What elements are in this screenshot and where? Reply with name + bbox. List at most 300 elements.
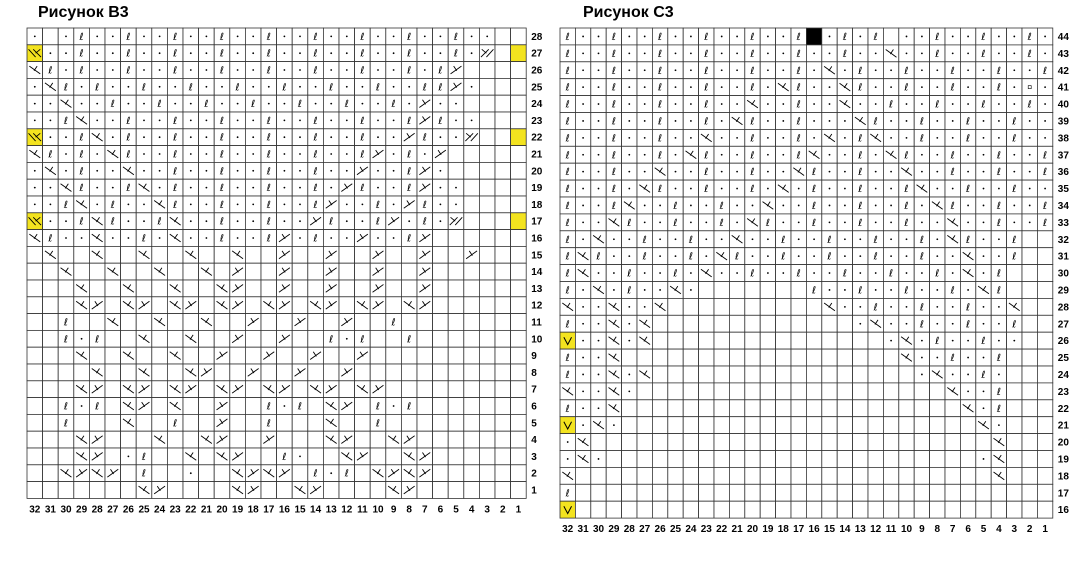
grid-cell (683, 366, 698, 383)
purl-dot (906, 137, 908, 139)
grid-cell (745, 315, 760, 332)
grid-cell (776, 400, 791, 417)
twisted-stitch-symbol: ℓ (812, 285, 817, 297)
grid-cell (464, 364, 480, 381)
grid-cell (837, 349, 852, 366)
grid-cell (152, 414, 168, 431)
grid-cell (668, 298, 683, 315)
grid-cell (323, 347, 339, 364)
grid-cell (355, 482, 371, 499)
purl-dot (598, 357, 600, 359)
purl-dot (767, 154, 769, 156)
purl-dot (190, 187, 192, 189)
grid-cell (386, 246, 402, 263)
twisted-stitch-symbol: ℓ (981, 336, 986, 348)
grid-cell (622, 400, 637, 417)
grid-cell (1007, 434, 1022, 451)
twisted-stitch-symbol: ℓ (904, 217, 909, 229)
purl-dot (393, 52, 395, 54)
purl-dot (206, 69, 208, 71)
purl-dot (952, 36, 954, 38)
purl-dot (471, 36, 473, 38)
grid-cell (89, 263, 105, 280)
purl-dot (844, 137, 846, 139)
twisted-stitch-symbol: ℓ (438, 82, 443, 94)
grid-cell (699, 434, 714, 451)
purl-dot (829, 205, 831, 207)
grid-cell (479, 179, 495, 196)
purl-dot (330, 153, 332, 155)
grid-cell (637, 383, 652, 400)
purl-dot (598, 137, 600, 139)
grid-cell (245, 263, 261, 280)
row-number: 24 (1057, 369, 1069, 381)
grid-cell (560, 332, 575, 349)
purl-dot (890, 86, 892, 88)
twisted-stitch-symbol: ℓ (704, 184, 709, 196)
grid-cell (448, 314, 464, 331)
grid-cell (729, 417, 744, 434)
purl-dot (736, 188, 738, 190)
grid-cell (837, 417, 852, 434)
grid-cell (760, 417, 775, 434)
purl-dot (890, 323, 892, 325)
purl-dot (736, 154, 738, 156)
grid-cell (714, 417, 729, 434)
twisted-stitch-symbol: ℓ (126, 132, 131, 144)
twisted-stitch-symbol: ℓ (796, 82, 801, 94)
purl-dot (190, 36, 192, 38)
grid-cell (883, 400, 898, 417)
purl-dot (34, 103, 36, 105)
grid-cell (339, 347, 355, 364)
twisted-stitch-symbol: ℓ (219, 48, 225, 60)
grid-cell (27, 414, 43, 431)
purl-dot (346, 220, 348, 222)
purl-dot (690, 69, 692, 71)
grid-cell (1022, 298, 1037, 315)
twisted-stitch-symbol: ℓ (141, 468, 147, 480)
purl-dot (252, 220, 254, 222)
grid-cell (1007, 400, 1022, 417)
purl-dot (921, 272, 923, 274)
grid-cell (745, 451, 760, 468)
twisted-stitch-symbol: ℓ (141, 451, 147, 463)
purl-dot (237, 52, 239, 54)
grid-cell (339, 482, 355, 499)
grid-cell (105, 431, 121, 448)
purl-dot (237, 153, 239, 155)
grid-cell (637, 484, 652, 501)
grid-cell (853, 501, 868, 518)
column-number: 13 (854, 524, 866, 536)
grid-cell (1022, 265, 1037, 282)
column-number: 7 (949, 524, 956, 536)
grid-cell (479, 112, 495, 129)
grid-cell (448, 330, 464, 347)
grid-cell (668, 400, 683, 417)
purl-dot (782, 36, 784, 38)
row-number: 32 (1057, 234, 1069, 246)
twisted-stitch-symbol: ℓ (935, 268, 940, 280)
grid-cell (183, 414, 199, 431)
row-number: 15 (531, 250, 543, 262)
twisted-stitch-symbol: ℓ (407, 149, 412, 161)
twisted-stitch-symbol: ℓ (642, 251, 647, 263)
twisted-stitch-symbol: ℓ (796, 65, 801, 77)
purl-dot (628, 238, 630, 240)
grid-cell (683, 349, 698, 366)
grid-cell (479, 263, 495, 280)
twisted-stitch-symbol: ℓ (141, 82, 147, 94)
row-number: 35 (1057, 184, 1069, 196)
twisted-stitch-symbol: ℓ (63, 401, 69, 413)
purl-dot (112, 52, 114, 54)
purl-dot (455, 204, 457, 206)
purl-dot (967, 103, 969, 105)
grid-cell (167, 330, 183, 347)
grid-cell (495, 347, 511, 364)
grid-cell (167, 448, 183, 465)
purl-dot (829, 154, 831, 156)
purl-dot (252, 69, 254, 71)
grid-cell (58, 381, 74, 398)
chart-c3-grid (560, 28, 1053, 518)
twisted-stitch-symbol: ℓ (750, 133, 755, 145)
purl-dot (190, 220, 192, 222)
purl-dot (408, 103, 410, 105)
grid-cell (27, 246, 43, 263)
twisted-stitch-symbol: ℓ (219, 115, 225, 127)
purl-dot (377, 120, 379, 122)
row-number: 24 (531, 99, 543, 111)
grid-cell (479, 482, 495, 499)
purl-dot (705, 221, 707, 223)
grid-cell (152, 280, 168, 297)
grid-cell (167, 263, 183, 280)
purl-dot (875, 188, 877, 190)
twisted-stitch-symbol: ℓ (1043, 200, 1048, 212)
purl-dot (644, 306, 646, 308)
purl-dot (598, 154, 600, 156)
grid-cell (43, 347, 59, 364)
purl-dot (582, 238, 584, 240)
grid-cell (479, 414, 495, 431)
purl-dot (96, 103, 98, 105)
grid-cell (806, 383, 821, 400)
purl-dot (582, 390, 584, 392)
purl-dot (906, 255, 908, 257)
twisted-stitch-symbol: ℓ (173, 149, 178, 161)
grid-cell (683, 417, 698, 434)
purl-dot (675, 86, 677, 88)
grid-cell (883, 484, 898, 501)
grid-cell (729, 400, 744, 417)
purl-dot (81, 103, 83, 105)
grid-cell (760, 298, 775, 315)
twisted-stitch-symbol: ℓ (704, 116, 709, 128)
purl-dot (127, 86, 129, 88)
purl-dot (159, 120, 161, 122)
grid-cell (976, 501, 991, 518)
grid-cell (433, 381, 449, 398)
twisted-stitch-symbol: ℓ (360, 149, 365, 161)
grid-cell (479, 95, 495, 112)
purl-dot (362, 103, 364, 105)
purl-dot (582, 340, 584, 342)
purl-dot (752, 238, 754, 240)
purl-dot (284, 170, 286, 172)
purl-dot (767, 188, 769, 190)
grid-cell (714, 383, 729, 400)
grid-cell (230, 347, 246, 364)
row-number: 8 (531, 367, 537, 379)
twisted-stitch-symbol: ℓ (827, 234, 832, 246)
purl-dot (284, 52, 286, 54)
purl-dot (998, 374, 1000, 376)
twisted-stitch-symbol: ℓ (1043, 167, 1048, 179)
grid-cell (822, 400, 837, 417)
grid-cell (230, 314, 246, 331)
purl-dot (582, 69, 584, 71)
twisted-stitch-symbol: ℓ (219, 183, 225, 195)
grid-cell (883, 28, 898, 45)
purl-dot (598, 69, 600, 71)
grid-cell (308, 246, 324, 263)
purl-dot (983, 69, 985, 71)
grid-cell (714, 366, 729, 383)
grid-cell (433, 364, 449, 381)
grid-cell (591, 501, 606, 518)
purl-dot (206, 204, 208, 206)
grid-cell (791, 467, 806, 484)
grid-cell (945, 501, 960, 518)
grid-cell (292, 297, 308, 314)
grid-cell (277, 347, 293, 364)
column-number: 25 (669, 524, 682, 536)
grid-cell (745, 467, 760, 484)
purl-dot (813, 255, 815, 257)
purl-dot (65, 153, 67, 155)
grid-cell (745, 383, 760, 400)
purl-dot (659, 205, 661, 207)
purl-dot (330, 69, 332, 71)
purl-dot (567, 441, 569, 443)
grid-cell (822, 366, 837, 383)
purl-dot (967, 340, 969, 342)
grid-cell (668, 383, 683, 400)
grid-cell (433, 448, 449, 465)
twisted-stitch-symbol: ℓ (565, 319, 570, 331)
purl-dot (127, 456, 129, 458)
twisted-stitch-symbol: ℓ (796, 133, 801, 145)
purl-dot (237, 237, 239, 239)
purl-dot (875, 154, 877, 156)
row-number: 25 (1057, 353, 1069, 365)
grid-cell (1007, 383, 1022, 400)
purl-dot (377, 136, 379, 138)
grid-cell (43, 431, 59, 448)
grid-cell (622, 501, 637, 518)
purl-dot (598, 306, 600, 308)
column-number: 4 (468, 504, 475, 516)
purl-dot (299, 170, 301, 172)
twisted-stitch-symbol: ℓ (1027, 48, 1032, 60)
grid-cell (930, 400, 945, 417)
grid-cell (837, 332, 852, 349)
grid-cell (806, 298, 821, 315)
twisted-stitch-symbol: ℓ (1012, 116, 1017, 128)
purl-dot (921, 289, 923, 291)
twisted-stitch-symbol: ℓ (79, 31, 84, 43)
grid-cell (1037, 231, 1052, 248)
purl-dot (471, 86, 473, 88)
grid-cell (464, 414, 480, 431)
purl-dot (767, 52, 769, 54)
twisted-stitch-symbol: ℓ (812, 200, 817, 212)
grid-cell (899, 501, 914, 518)
twisted-stitch-symbol: ℓ (360, 65, 365, 77)
row-number: 21 (1057, 420, 1069, 432)
twisted-stitch-symbol: ℓ (565, 234, 570, 246)
grid-cell (152, 381, 168, 398)
twisted-stitch-symbol: ℓ (966, 302, 971, 314)
column-number: 18 (777, 524, 789, 536)
grid-cell (495, 414, 511, 431)
twisted-stitch-symbol: ℓ (873, 302, 878, 314)
grid-cell (868, 501, 883, 518)
purl-dot (486, 36, 488, 38)
purl-dot (936, 137, 938, 139)
purl-dot (159, 187, 161, 189)
twisted-stitch-symbol: ℓ (375, 82, 381, 94)
twisted-stitch-symbol: ℓ (453, 31, 459, 43)
purl-dot (798, 221, 800, 223)
grid-cell (822, 484, 837, 501)
grid-cell (760, 282, 775, 299)
purl-dot (1029, 205, 1031, 207)
grid-cell (495, 95, 511, 112)
purl-dot (174, 86, 176, 88)
column-number: 16 (278, 504, 290, 516)
grid-cell (183, 398, 199, 415)
grid-cell (370, 330, 386, 347)
twisted-stitch-symbol: ℓ (63, 317, 69, 329)
grid-cell (1022, 315, 1037, 332)
purl-dot (424, 36, 426, 38)
grid-cell (806, 467, 821, 484)
grid-cell (668, 366, 683, 383)
twisted-stitch-symbol: ℓ (904, 82, 909, 94)
twisted-stitch-symbol: ℓ (79, 149, 84, 161)
grid-cell (899, 451, 914, 468)
grid-cell (261, 314, 277, 331)
twisted-stitch-symbol: ℓ (313, 149, 318, 161)
grid-cell (868, 451, 883, 468)
purl-dot (330, 136, 332, 138)
purl-dot (875, 272, 877, 274)
grid-cell (637, 400, 652, 417)
purl-dot (96, 204, 98, 206)
grid-cell (495, 28, 511, 45)
grid-cell (479, 146, 495, 163)
twisted-stitch-symbol: ℓ (565, 99, 570, 111)
grid-cell (43, 314, 59, 331)
purl-dot (890, 69, 892, 71)
purl-dot (50, 120, 52, 122)
grid-cell (868, 434, 883, 451)
grid-cell (637, 501, 652, 518)
grid-cell (433, 280, 449, 297)
twisted-stitch-symbol: ℓ (750, 82, 755, 94)
purl-dot (644, 205, 646, 207)
purl-dot (736, 171, 738, 173)
purl-dot (767, 36, 769, 38)
grid-cell (511, 45, 527, 62)
twisted-stitch-symbol: ℓ (842, 48, 847, 60)
twisted-stitch-symbol: ℓ (173, 199, 178, 211)
purl-dot (582, 407, 584, 409)
grid-cell (308, 263, 324, 280)
purl-dot (1044, 103, 1046, 105)
purl-dot (936, 255, 938, 257)
grid-cell (370, 347, 386, 364)
purl-dot (237, 36, 239, 38)
purl-dot (690, 289, 692, 291)
twisted-stitch-symbol: ℓ (658, 82, 663, 94)
twisted-stitch-symbol: ℓ (438, 65, 443, 77)
grid-cell (214, 465, 230, 482)
grid-cell (433, 230, 449, 247)
purl-dot (659, 255, 661, 257)
twisted-stitch-symbol: ℓ (658, 99, 663, 111)
twisted-stitch-symbol: ℓ (375, 401, 381, 413)
column-number: 10 (372, 504, 384, 516)
grid-cell (914, 434, 929, 451)
purl-dot (675, 69, 677, 71)
column-number: 25 (138, 504, 150, 516)
grid-cell (199, 246, 215, 263)
twisted-stitch-symbol: ℓ (627, 268, 632, 280)
grid-cell (448, 213, 464, 230)
grid-cell (27, 263, 43, 280)
purl-dot (628, 86, 630, 88)
purl-dot (952, 255, 954, 257)
purl-dot (736, 103, 738, 105)
twisted-stitch-symbol: ℓ (1027, 31, 1032, 43)
twisted-stitch-symbol: ℓ (391, 99, 396, 111)
twisted-stitch-symbol: ℓ (858, 184, 863, 196)
grid-cell (511, 398, 527, 415)
twisted-stitch-symbol: ℓ (981, 31, 986, 43)
twisted-stitch-symbol: ℓ (981, 99, 986, 111)
grid-cell (464, 179, 480, 196)
grid-cell (495, 465, 511, 482)
grid-cell (683, 501, 698, 518)
twisted-stitch-symbol: ℓ (796, 116, 801, 128)
twisted-stitch-symbol: ℓ (719, 217, 724, 229)
twisted-stitch-symbol: ℓ (407, 334, 412, 346)
row-number: 26 (1057, 336, 1069, 348)
purl-dot (346, 237, 348, 239)
grid-cell (479, 347, 495, 364)
grid-cell (277, 314, 293, 331)
purl-dot (690, 188, 692, 190)
purl-dot (829, 171, 831, 173)
purl-dot (844, 221, 846, 223)
purl-dot (206, 170, 208, 172)
grid-cell (121, 263, 137, 280)
